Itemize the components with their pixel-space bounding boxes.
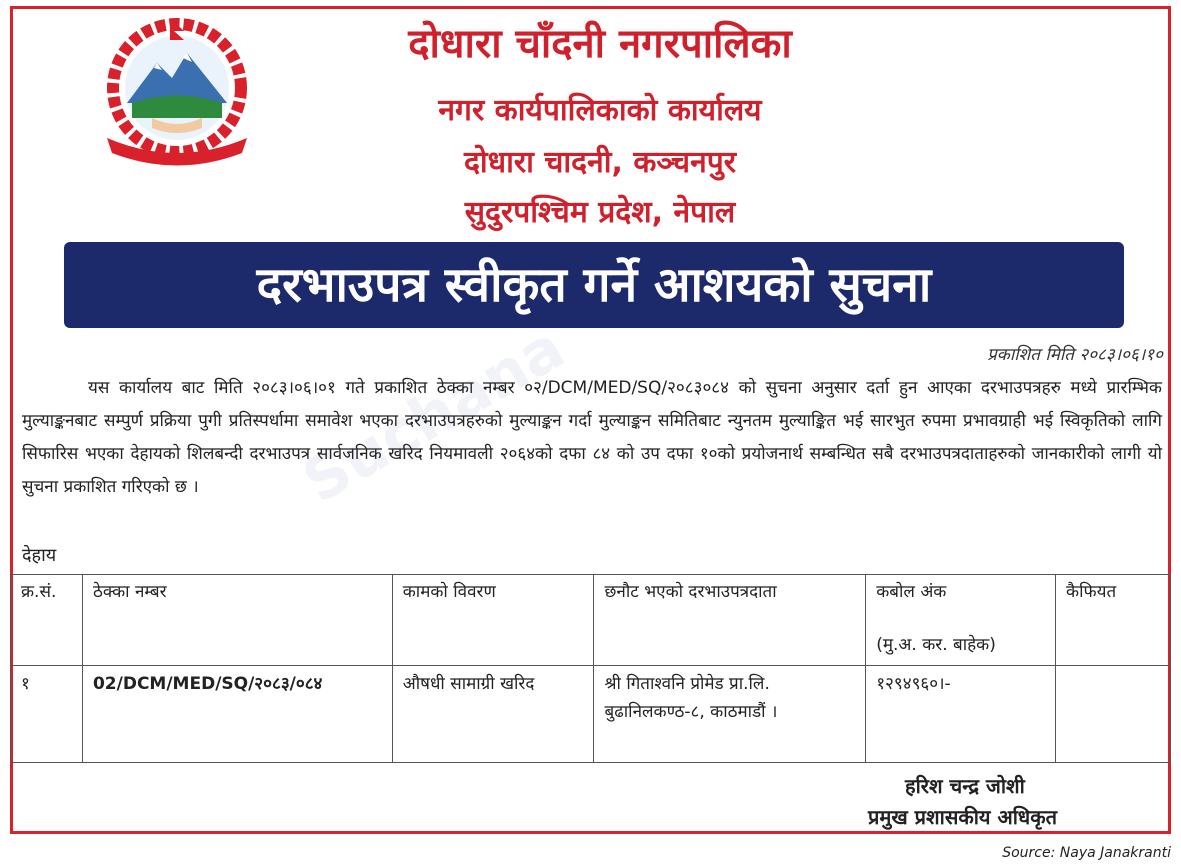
header-bidder: छनौट भएको दरभाउपत्रदाता [594,575,866,666]
dehay-label: देहाय [22,545,57,566]
header-amount-sub: (मु.अ. कर. बाहेक) [876,635,996,655]
source-credit: Source: Naya Janakranti [1002,845,1171,861]
nepal-emblem-icon [92,18,262,168]
signatory-name: हरिश चन्द्र जोशी [905,774,1025,798]
office-name: नगर कार्यपालिकाको कार्यालय [438,93,762,128]
published-date: प्रकाशित मिति २०८३।०६।१० [987,345,1163,365]
notice-paragraph: यस कार्यालय बाट मिति २०८३।०६।०१ गते प्रकाशित ठेक्का नम्बर ०२/DCM/MED/SQ/२०८३०८४ को सुचना अनुसार दर्ता हुन आएका दरभाउपत्रहरु मध्ये प्रारम्भिक मुल्याङ्कनबाट सम्पुर्ण प्रक्रिया पुगी प्रतिस्पर्धामा समावेश भएका दरभाउपत्रहरुको मुल्याङ्कन गर्दा मुल्याङ्कन समितिबाट न्युनतम मुल्याङ्कित भई सारभुत रुपमा प्रभावग्राही भई स्विकृतिको लागि सिफारिस भएका देहायको शिलबन्दी दरभाउपत्र सार्वजनिक खरिद नियमावली २०६४को दफा ८४ को उप दफा १०को प्रयोजनार्थ सम्बन्धित सबै दरभाउपत्रदाताहरुको जानकारीको लागी यो सुचना प्रकाशित गरिएको छ । [22,378,1162,497]
header-sn: क्र.सं. [11,575,83,666]
header-description: कामको विवरण [392,575,594,666]
notice-title-banner: दरभाउपत्र स्वीकृत गर्ने आशयको सुचना [64,242,1124,328]
office-address: दोधारा चादनी, कञ्चनपुर [463,145,737,180]
bid-table [10,574,1171,763]
table-row [11,666,1171,763]
table-header-row [11,575,1171,666]
province-name: सुदुरपश्चिम प्रदेश, नेपाल [464,195,736,230]
cell-description: औषधी सामाग्री खरिद [392,666,594,763]
municipality-title: दोधारा चाँदनी नगरपालिका [408,21,792,67]
header-amount-label: कबोल अंक [876,582,947,602]
cell-sn: १ [11,666,83,763]
watermark: Suchana [291,312,577,518]
cell-bidder: श्री गिताश्वनि प्रोमेड प्रा.लि. बुढानिलकण्ठ-८, काठमाडौं । [594,666,866,763]
header-remarks: कैफियत [1056,575,1171,666]
notice-body [22,372,1162,504]
cell-remarks [1056,666,1171,763]
header-amount [866,575,1056,666]
signatory-title: प्रमुख प्रशासकीय अधिकृत [868,805,1057,829]
cell-amount: १२९४९६०।- [866,666,1056,763]
header-contract-no: ठेक्का नम्बर [82,575,392,666]
cell-contract-no: 02/DCM/MED/SQ/२०८३/०८४ [82,666,392,763]
